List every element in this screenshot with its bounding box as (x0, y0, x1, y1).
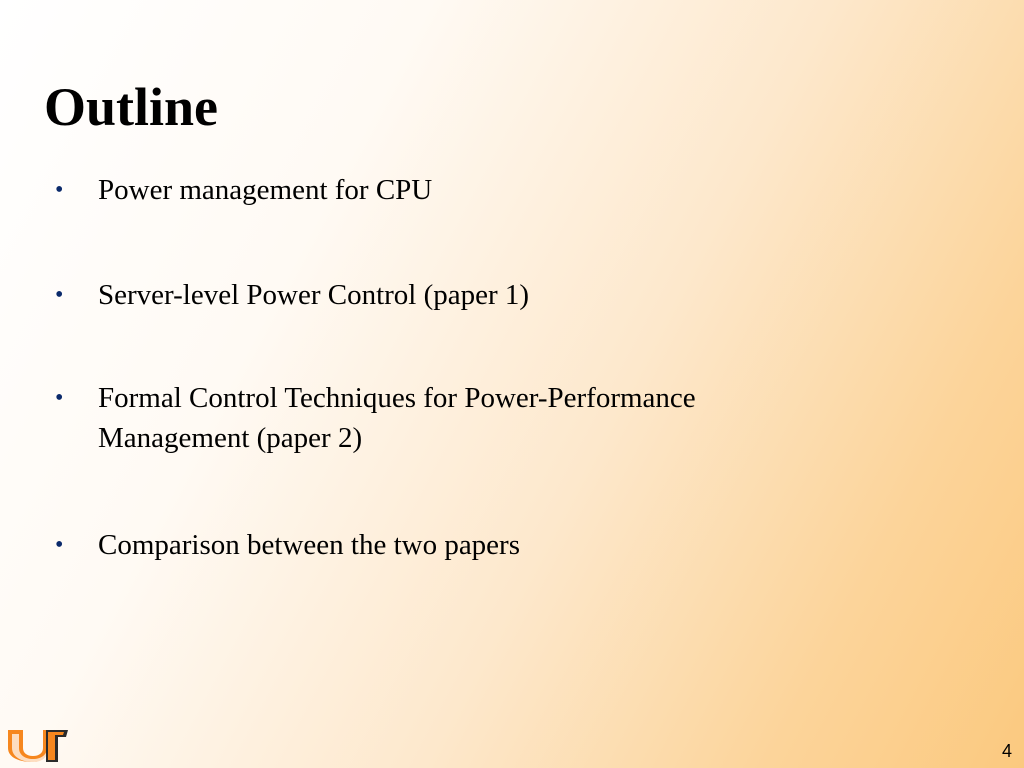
bullet-text: Server-level Power Control (paper 1) (98, 279, 530, 311)
bullet-item (55, 378, 975, 458)
bullet-item (55, 525, 975, 565)
bullet-text: Formal Control Techniques for Power-Performance Management (paper 2) (98, 382, 696, 454)
bullet-item (55, 275, 975, 315)
bullet-icon: • (55, 282, 64, 308)
bullet-icon: • (55, 532, 64, 558)
bullet-text: Power management for CPU (98, 174, 433, 206)
bullet-icon: • (55, 385, 64, 411)
bullet-text: Comparison between the two papers (98, 529, 521, 561)
ut-logo-icon (4, 726, 68, 762)
bullet-item (55, 170, 975, 210)
slide-title: Outline (44, 77, 219, 138)
page-number: 4 (1001, 741, 1012, 761)
bullet-icon: • (55, 177, 64, 203)
